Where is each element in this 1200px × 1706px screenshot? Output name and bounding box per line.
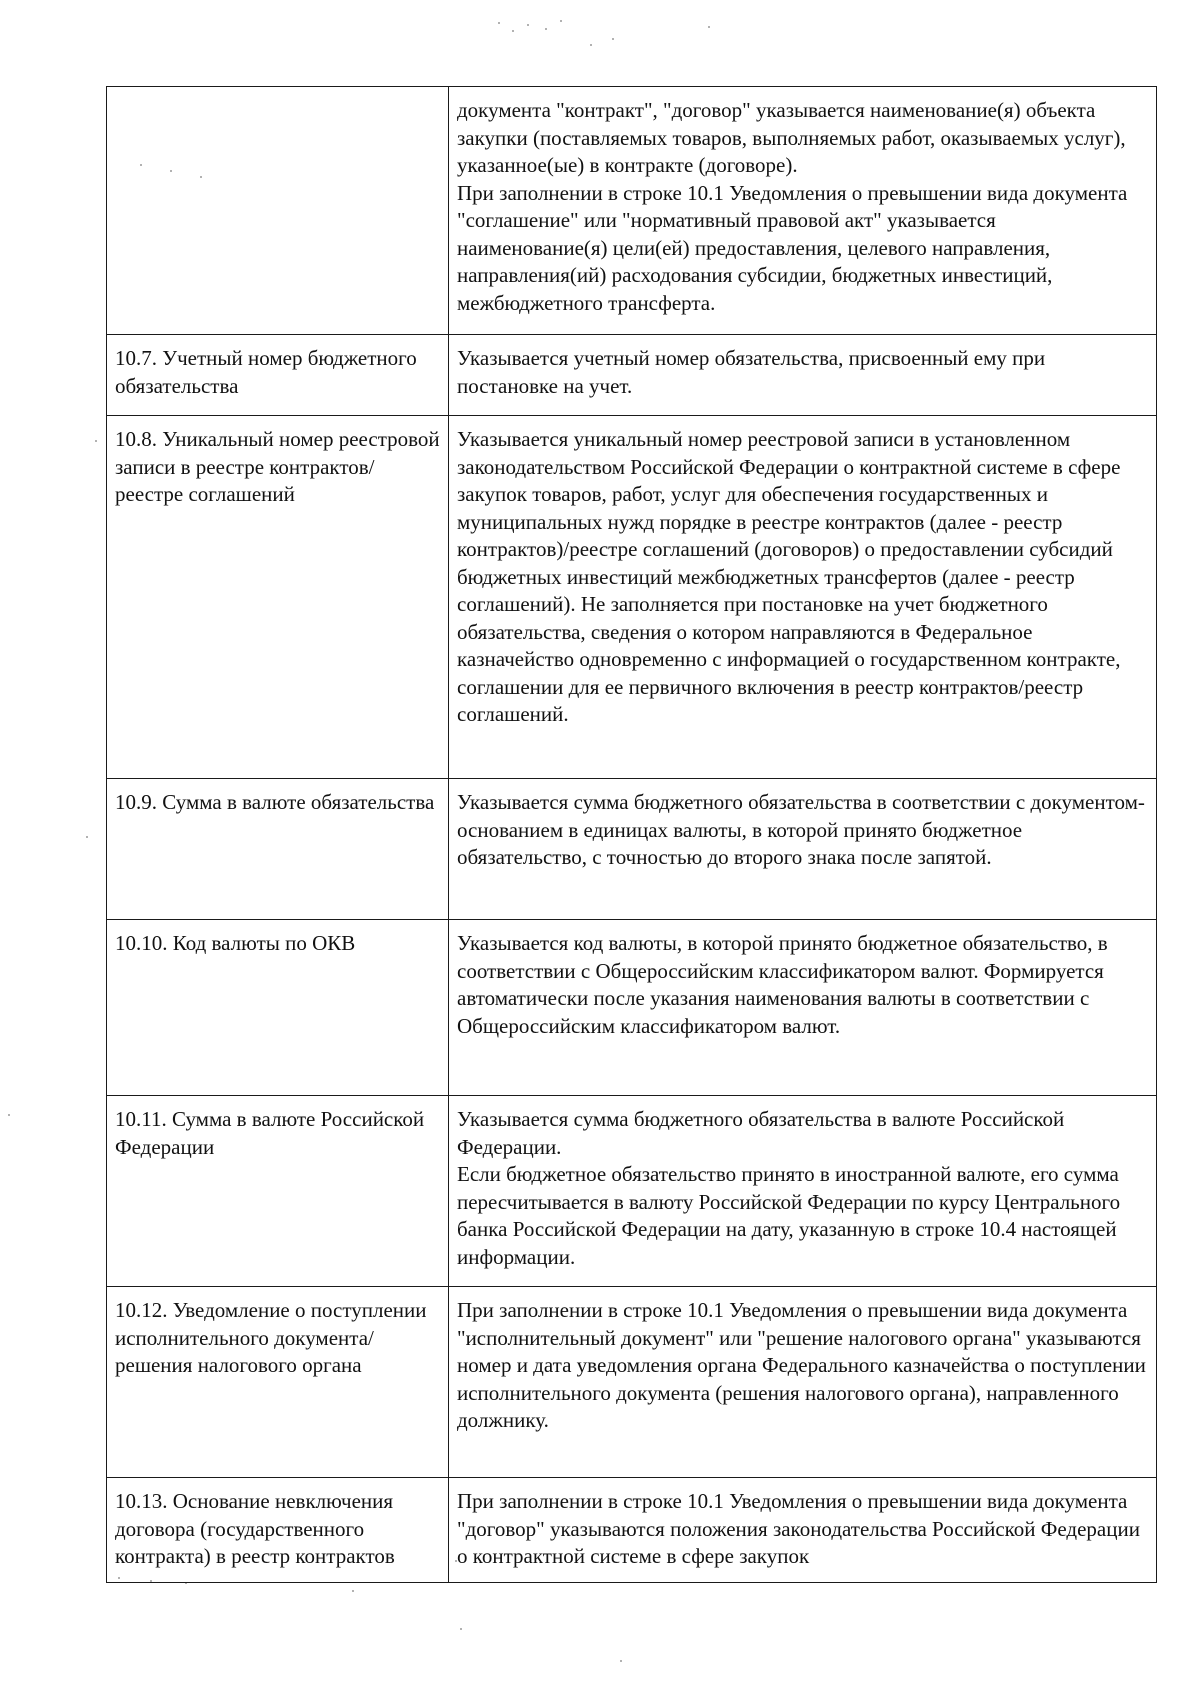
row-label: 10.10. Код валюты по ОКВ xyxy=(107,920,449,1096)
row-description: документа "контракт", "договор" указывается наименование(я) объекта закупки (поставляемых товаров, выполняемых работ, оказываемых услуг), указанное(ые) в контракте (договоре). При заполнении в строке 10.1 Уведомления о превышении вида документа "соглашение" или "нормативный правовой акт" указывается наименование(я) цели(ей) предоставления, целевого направления, направления(ий) расходования субсидии, бюджетных инвестиций, межбюджетного трансферта. xyxy=(449,87,1157,335)
scan-speck xyxy=(512,30,514,32)
scan-speck xyxy=(708,26,710,28)
row-label: 10.8. Уникальный номер реестровой записи в реестре контрактов/реестре соглашений xyxy=(107,416,449,779)
row-label: 10.7. Учетный номер бюджетного обязательства xyxy=(107,335,449,416)
requisites-table xyxy=(106,86,1157,1583)
scan-speck xyxy=(590,44,592,46)
row-description: Указывается учетный номер обязательства, присвоенный ему при постановке на учет. xyxy=(449,335,1157,416)
scan-speck xyxy=(460,1628,462,1630)
row-description: Указывается уникальный номер реестровой записи в установленном законодательством Российской Федерации о контрактной системе в сфере закупок товаров, работ, услуг для обеспечения государственных и муниципальных нужд порядке в реестре контрактов (далее - реестр контрактов)/реестре соглашений (договоров) о предоставлении субсидий бюджетных инвестиций межбюджетных трансфертов (далее - реестр соглашений). Не заполняется при постановке на учет бюджетного обязательства, сведения о котором направляются в Федеральное казначейство одновременно с информацией о государственном контракте, соглашении для ее первичного включения в реестр контрактов/реестр соглашений. xyxy=(449,416,1157,779)
scan-speck xyxy=(545,28,547,30)
table-row xyxy=(107,1287,1157,1478)
table-row xyxy=(107,920,1157,1096)
scan-speck xyxy=(612,38,614,40)
scan-speck xyxy=(498,22,500,24)
row-description: При заполнении в строке 10.1 Уведомления о превышении вида документа "исполнительный документ" или "решение налогового органа" указываются номер и дата уведомления органа Федерального казначейства о поступлении исполнительного документа (решения налогового органа), направленного должнику. xyxy=(449,1287,1157,1478)
scan-speck xyxy=(620,1660,622,1662)
table-row xyxy=(107,1478,1157,1583)
scan-speck xyxy=(86,836,88,838)
row-label: 10.9. Сумма в валюте обязательства xyxy=(107,779,449,920)
table-row xyxy=(107,87,1157,335)
scan-speck xyxy=(95,440,97,442)
row-label xyxy=(107,87,449,335)
row-description: Указывается код валюты, в которой принято бюджетное обязательство, в соответствии с Общероссийским классификатором валют. Формируется автоматически после указания наименования валюты в соответствии с Общероссийским классификатором валют. xyxy=(449,920,1157,1096)
row-description: При заполнении в строке 10.1 Уведомления о превышении вида документа "договор" указываются положения законодательства Российской Федерации о контрактной системе в сфере закупок xyxy=(449,1478,1157,1583)
row-description: Указывается сумма бюджетного обязательства в валюте Российской Федерации. Если бюджетное обязательство принято в иностранной валюте, его сумма пересчитывается в валюту Российской Федерации по курсу Центрального банка Российской Федерации на дату, указанную в строке 10.4 настоящей информации. xyxy=(449,1096,1157,1287)
table-row xyxy=(107,1096,1157,1287)
table-row xyxy=(107,416,1157,779)
scan-speck xyxy=(560,20,562,22)
scan-speck xyxy=(8,1114,10,1116)
scan-speck xyxy=(352,1590,354,1592)
row-label: 10.12. Уведомление о поступлении исполнительного документа/решения налогового органа xyxy=(107,1287,449,1478)
row-label: 10.11. Сумма в валюте Российской Федерации xyxy=(107,1096,449,1287)
scan-speck xyxy=(527,24,529,26)
table-row xyxy=(107,779,1157,920)
table-row xyxy=(107,335,1157,416)
row-description: Указывается сумма бюджетного обязательства в соответствии с документом-основанием в единицах валюты, в которой принято бюджетное обязательство, с точностью до второго знака после запятой. xyxy=(449,779,1157,920)
row-label: 10.13. Основание невключения договора (государственного контракта) в реестр контрактов xyxy=(107,1478,449,1583)
